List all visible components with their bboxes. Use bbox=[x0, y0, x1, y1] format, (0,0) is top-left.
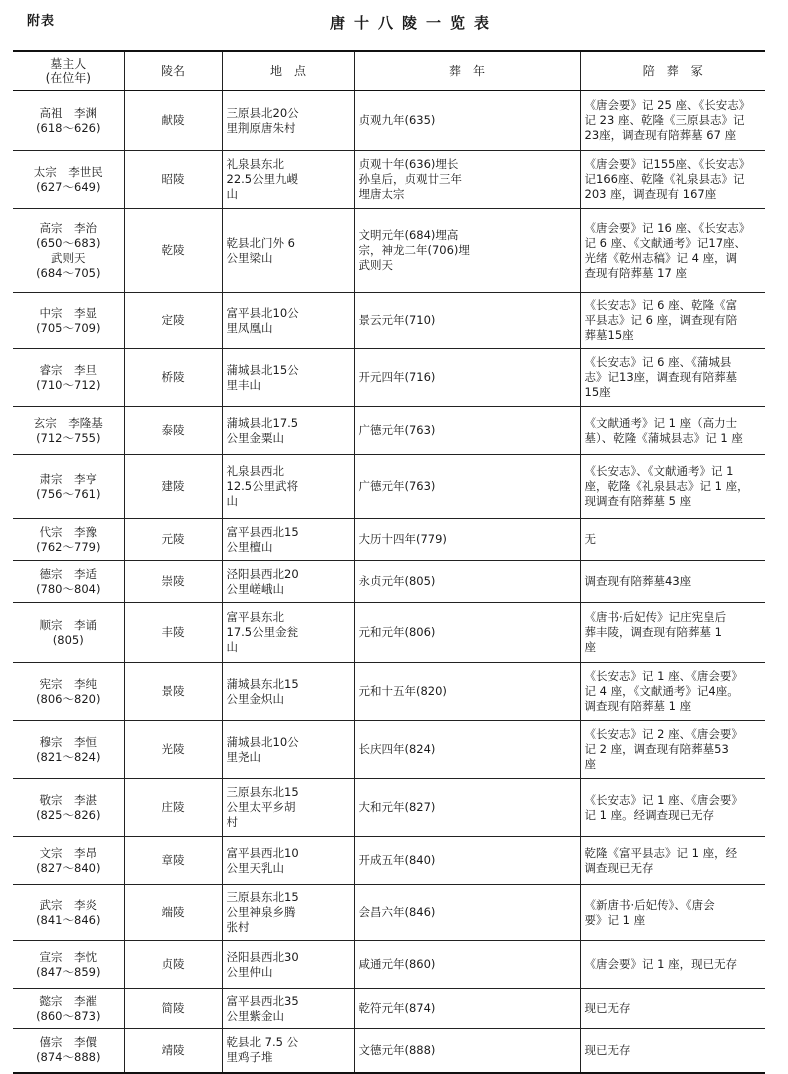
attendant-tombs-line: 记166座、乾隆《礼泉县志》记 bbox=[584, 172, 745, 186]
location-line: 张村 bbox=[226, 920, 250, 934]
ruler-line: (756～761) bbox=[36, 486, 101, 501]
table-row bbox=[13, 1029, 765, 1073]
location-cell bbox=[222, 455, 354, 519]
tomb-name-cell: 庄陵 bbox=[124, 779, 222, 837]
burial-year-line: 长庆四年(824) bbox=[358, 742, 436, 756]
ruler-line: 德宗 李适 bbox=[39, 566, 97, 581]
table-row bbox=[13, 455, 765, 519]
tomb-name-cell: 景陵 bbox=[124, 663, 222, 721]
ruler-cell bbox=[13, 519, 124, 561]
table-row bbox=[13, 209, 765, 293]
attendant-tombs-line: 《长安志》记 6 座、《蒲城县 bbox=[584, 355, 732, 369]
location-line: 22.5公里九嵕 bbox=[226, 172, 299, 186]
burial-year-cell bbox=[354, 209, 580, 293]
location-cell bbox=[222, 519, 354, 561]
burial-year-cell bbox=[354, 151, 580, 209]
attendant-tombs-line: 《新唐书·后妃传》、《唐会 bbox=[584, 897, 715, 912]
attendant-tombs-cell bbox=[580, 885, 765, 941]
attendant-tombs-line: 《长安志》记 6 座、乾隆《富 bbox=[584, 298, 738, 312]
location-line: 富平县西北35 bbox=[226, 993, 299, 1008]
attendant-tombs-line: 葬丰陵，调查现有陪葬墓 1 bbox=[584, 625, 722, 639]
ruler-cell bbox=[13, 885, 124, 941]
attendant-tombs-line: 调查现有陪葬墓 1 座 bbox=[584, 699, 692, 713]
ruler-line: 顺宗 李诵 bbox=[39, 617, 97, 632]
burial-year-cell bbox=[354, 561, 580, 603]
location-line: 礼泉县东北 bbox=[226, 157, 284, 171]
ruler-line: (712～755) bbox=[36, 430, 101, 445]
ruler-line: 代宗 李豫 bbox=[39, 524, 97, 539]
table-row bbox=[13, 151, 765, 209]
attendant-tombs-line: 志》记13座，调查现有陪葬墓 bbox=[584, 370, 738, 384]
attendant-tombs-line: 记 2 座，调查现有陪葬墓53 bbox=[584, 742, 729, 756]
table-row bbox=[13, 407, 765, 455]
tomb-name-cell: 桥陵 bbox=[124, 349, 222, 407]
table-row bbox=[13, 293, 765, 349]
burial-year-line: 元和十五年(820) bbox=[358, 684, 447, 698]
attendant-tombs-line: 《长安志》记 2 座、《唐会要》 bbox=[584, 727, 743, 741]
attendant-tombs-line: 座，乾隆《礼泉县志》记 1 座， bbox=[584, 479, 749, 493]
ruler-line: 肃宗 李亨 bbox=[39, 471, 97, 486]
ruler-line: 高宗 李治 bbox=[39, 220, 97, 235]
attendant-tombs-line: 《长安志》、《文献通考》记 1 bbox=[584, 464, 734, 478]
burial-year-line: 埋唐太宗 bbox=[358, 187, 405, 201]
burial-year-cell bbox=[354, 293, 580, 349]
location-line: 山 bbox=[226, 187, 238, 201]
table-row bbox=[13, 885, 765, 941]
ruler-line: (684～705) bbox=[36, 265, 101, 280]
burial-year-cell bbox=[354, 407, 580, 455]
location-cell bbox=[222, 721, 354, 779]
location-line: 公里金粟山 bbox=[226, 430, 284, 445]
attendant-tombs-cell bbox=[580, 91, 765, 151]
page-header bbox=[0, 0, 788, 46]
tang-mausoleums-table bbox=[13, 50, 765, 1074]
location-line: 里荆原唐朱村 bbox=[226, 120, 296, 135]
location-line: 富平县西北15 bbox=[226, 524, 299, 539]
burial-year-line: 乾符元年(874) bbox=[358, 1001, 436, 1015]
burial-year-line: 咸通元年(860) bbox=[358, 957, 436, 971]
attendant-tombs-line: 光绪《乾州志稿》记 4 座，调 bbox=[584, 250, 738, 265]
table-row bbox=[13, 663, 765, 721]
burial-year-line: 贞观十年(636)埋长 bbox=[358, 157, 459, 171]
location-line: 12.5公里武将 bbox=[226, 479, 299, 493]
burial-year-line: 广德元年(763) bbox=[358, 479, 436, 493]
location-line: 公里紫金山 bbox=[226, 1008, 284, 1023]
ruler-line: (650～683) bbox=[36, 235, 101, 250]
attendant-tombs-line: 调查现有陪葬墓43座 bbox=[584, 574, 692, 588]
burial-year-cell bbox=[354, 721, 580, 779]
tomb-name-cell: 章陵 bbox=[124, 837, 222, 885]
ruler-line: 僖宗 李儇 bbox=[39, 1035, 97, 1050]
location-line: 乾县北门外 6 bbox=[226, 235, 295, 250]
location-line: 蒲城县北10公 bbox=[226, 734, 299, 749]
location-cell bbox=[222, 885, 354, 941]
column-header-tomb: 陵名 bbox=[124, 51, 222, 91]
ruler-cell bbox=[13, 91, 124, 151]
burial-year-line: 孙皇后，贞观廿三年 bbox=[358, 172, 462, 186]
ruler-cell bbox=[13, 779, 124, 837]
location-cell bbox=[222, 779, 354, 837]
tomb-name-cell: 定陵 bbox=[124, 293, 222, 349]
table-row bbox=[13, 349, 765, 407]
tomb-name-cell: 贞陵 bbox=[124, 941, 222, 989]
location-line: 公里太平乡胡 bbox=[226, 800, 296, 814]
burial-year-cell bbox=[354, 941, 580, 989]
attendant-tombs-line: 记 1 座。经调查现已无存 bbox=[584, 807, 715, 822]
burial-year-line: 贞观九年(635) bbox=[358, 113, 436, 127]
ruler-line: 太宗 李世民 bbox=[33, 164, 103, 179]
attendant-tombs-line: 现已无存 bbox=[584, 1042, 631, 1057]
ruler-line: 玄宗 李隆基 bbox=[33, 415, 103, 430]
ruler-cell bbox=[13, 663, 124, 721]
page-title: 唐十八陵一览表 bbox=[329, 14, 498, 32]
burial-year-cell bbox=[354, 779, 580, 837]
location-line: 蒲城县东北15 bbox=[226, 676, 299, 691]
burial-year-line: 会昌六年(846) bbox=[358, 905, 436, 919]
location-cell bbox=[222, 941, 354, 989]
location-line: 公里仲山 bbox=[226, 964, 273, 979]
table-row bbox=[13, 779, 765, 837]
burial-year-line: 元和元年(806) bbox=[358, 625, 436, 639]
ruler-cell bbox=[13, 293, 124, 349]
attendant-tombs-cell bbox=[580, 989, 765, 1029]
location-line: 公里檀山 bbox=[226, 539, 273, 554]
attendant-tombs-line: 《唐会要》记155座、《长安志》 bbox=[584, 157, 751, 171]
burial-year-line: 广德元年(763) bbox=[358, 423, 436, 437]
location-line: 泾阳县西北20 bbox=[226, 566, 299, 581]
burial-year-line: 文明元年(684)埋高 bbox=[358, 228, 459, 242]
burial-year-cell bbox=[354, 519, 580, 561]
location-line: 公里嵯峨山 bbox=[226, 581, 284, 596]
tomb-name-cell: 泰陵 bbox=[124, 407, 222, 455]
location-line: 富平县西北10 bbox=[226, 845, 299, 860]
attendant-tombs-cell bbox=[580, 1029, 765, 1073]
ruler-line: (874～888) bbox=[36, 1050, 101, 1065]
ruler-line: 敬宗 李湛 bbox=[39, 792, 97, 807]
ruler-line: (805) bbox=[52, 632, 84, 647]
table-row bbox=[13, 561, 765, 603]
location-line: 蒲城县北17.5 bbox=[226, 415, 299, 430]
location-line: 乾县北 7.5 公 bbox=[226, 1035, 299, 1050]
attendant-tombs-line: 座 bbox=[584, 757, 596, 771]
attendant-tombs-line: 《唐会要》记 25 座、《长安志》 bbox=[584, 98, 751, 112]
location-cell bbox=[222, 151, 354, 209]
tomb-name-cell: 献陵 bbox=[124, 91, 222, 151]
attendant-tombs-line: 现已无存 bbox=[584, 1001, 631, 1015]
attendant-tombs-cell bbox=[580, 519, 765, 561]
attendant-tombs-cell bbox=[580, 407, 765, 455]
location-line: 公里梁山 bbox=[226, 250, 273, 265]
location-line: 富平县东北 bbox=[226, 610, 284, 624]
burial-year-cell bbox=[354, 989, 580, 1029]
location-line: 公里天乳山 bbox=[226, 860, 284, 875]
location-line: 山 bbox=[226, 640, 238, 654]
attendant-tombs-cell bbox=[580, 721, 765, 779]
tomb-name-cell: 建陵 bbox=[124, 455, 222, 519]
tomb-name-cell: 乾陵 bbox=[124, 209, 222, 293]
burial-year-line: 文德元年(888) bbox=[358, 1042, 436, 1057]
ruler-line: 文宗 李昂 bbox=[39, 845, 97, 860]
ruler-line: (627～649) bbox=[36, 179, 101, 194]
attendant-tombs-cell bbox=[580, 151, 765, 209]
table-row bbox=[13, 603, 765, 663]
location-line: 17.5公里金瓮 bbox=[226, 625, 299, 639]
location-line: 里尧山 bbox=[226, 749, 261, 764]
location-line: 公里金炽山 bbox=[226, 691, 284, 706]
ruler-line: 宪宗 李纯 bbox=[39, 676, 97, 691]
location-line: 村 bbox=[226, 815, 238, 829]
location-line: 里丰山 bbox=[226, 377, 261, 392]
burial-year-cell bbox=[354, 455, 580, 519]
ruler-cell bbox=[13, 349, 124, 407]
attendant-tombs-cell bbox=[580, 837, 765, 885]
ruler-cell bbox=[13, 1029, 124, 1073]
location-cell bbox=[222, 209, 354, 293]
appendix-label: 附表 bbox=[27, 14, 56, 29]
burial-year-line: 开成五年(840) bbox=[358, 853, 436, 867]
attendant-tombs-line: 调查现已无存 bbox=[584, 860, 654, 875]
location-line: 蒲城县北15公 bbox=[226, 362, 299, 377]
ruler-line: 武则天 bbox=[51, 250, 86, 265]
table-row bbox=[13, 91, 765, 151]
attendant-tombs-cell bbox=[580, 663, 765, 721]
ruler-line: 睿宗 李旦 bbox=[39, 362, 97, 377]
location-cell bbox=[222, 349, 354, 407]
ruler-line: 中宗 李显 bbox=[39, 305, 97, 320]
location-cell bbox=[222, 837, 354, 885]
ruler-cell bbox=[13, 561, 124, 603]
ruler-cell bbox=[13, 941, 124, 989]
attendant-tombs-cell bbox=[580, 941, 765, 989]
attendant-tombs-line: 墓）、乾隆《蒲城县志》记 1 座 bbox=[584, 430, 743, 445]
ruler-line: 宣宗 李忱 bbox=[39, 949, 97, 964]
location-cell bbox=[222, 663, 354, 721]
burial-year-cell bbox=[354, 1029, 580, 1073]
attendant-tombs-line: 203 座，调查现有 167座 bbox=[584, 187, 717, 201]
attendant-tombs-line: 《唐书·后妃传》记庄宪皇后 bbox=[584, 610, 727, 624]
burial-year-cell bbox=[354, 663, 580, 721]
location-line: 公里神泉乡腾 bbox=[226, 905, 296, 919]
location-cell bbox=[222, 603, 354, 663]
location-cell bbox=[222, 91, 354, 151]
ruler-cell bbox=[13, 837, 124, 885]
ruler-line: (827～840) bbox=[36, 860, 101, 875]
attendant-tombs-cell bbox=[580, 561, 765, 603]
location-line: 山 bbox=[226, 494, 238, 508]
ruler-line: (821～824) bbox=[36, 749, 101, 764]
ruler-line: 穆宗 李恒 bbox=[39, 734, 97, 749]
burial-year-line: 武则天 bbox=[358, 258, 393, 272]
location-line: 三原县北20公 bbox=[226, 105, 299, 120]
table-row bbox=[13, 519, 765, 561]
attendant-tombs-line: 记 6 座、《文献通考》记17座、 bbox=[584, 235, 747, 250]
ruler-line: 武宗 李炎 bbox=[39, 897, 97, 912]
attendant-tombs-cell bbox=[580, 349, 765, 407]
location-line: 礼泉县西北 bbox=[226, 464, 284, 478]
burial-year-cell bbox=[354, 603, 580, 663]
attendant-tombs-line: 23座，调查现有陪葬墓 67 座 bbox=[584, 128, 737, 142]
attendant-tombs-line: 15座 bbox=[584, 385, 611, 399]
ruler-line: (860～873) bbox=[36, 1008, 101, 1023]
ruler-cell bbox=[13, 407, 124, 455]
location-line: 三原县东北15 bbox=[226, 785, 299, 799]
location-line: 里凤凰山 bbox=[226, 320, 273, 335]
attendant-tombs-line: 《唐会要》记 16 座、《长安志》 bbox=[584, 220, 751, 235]
table-row bbox=[13, 989, 765, 1029]
location-line: 泾阳县西北30 bbox=[226, 949, 299, 964]
attendant-tombs-line: 《文献通考》记 1 座（高力士 bbox=[584, 415, 738, 430]
burial-year-line: 景云元年(710) bbox=[358, 313, 436, 327]
table-row bbox=[13, 721, 765, 779]
table-row bbox=[13, 837, 765, 885]
location-cell bbox=[222, 989, 354, 1029]
location-cell bbox=[222, 293, 354, 349]
column-header-ruler: 墓主人 (在位年) bbox=[13, 51, 124, 91]
burial-year-line: 大和元年(827) bbox=[358, 800, 436, 814]
attendant-tombs-line: 葬墓15座 bbox=[584, 328, 634, 342]
attendant-tombs-line: 平县志》记 6 座，调查现有陪 bbox=[584, 313, 738, 327]
column-header-attendant: 陪 葬 冢 bbox=[580, 51, 765, 91]
burial-year-line: 大历十四年(779) bbox=[358, 532, 447, 546]
attendant-tombs-line: 记 4 座，《文献通考》记4座。 bbox=[584, 684, 739, 698]
location-cell bbox=[222, 407, 354, 455]
attendant-tombs-cell bbox=[580, 209, 765, 293]
ruler-cell bbox=[13, 209, 124, 293]
ruler-line: (710～712) bbox=[36, 377, 101, 392]
tomb-name-cell: 崇陵 bbox=[124, 561, 222, 603]
attendant-tombs-cell bbox=[580, 779, 765, 837]
tomb-name-cell: 元陵 bbox=[124, 519, 222, 561]
attendant-tombs-line: 现调查有陪葬墓 5 座 bbox=[584, 494, 692, 508]
burial-year-cell bbox=[354, 837, 580, 885]
location-cell bbox=[222, 561, 354, 603]
attendant-tombs-line: 无 bbox=[584, 532, 596, 546]
burial-year-line: 开元四年(716) bbox=[358, 370, 436, 384]
burial-year-cell bbox=[354, 885, 580, 941]
tomb-name-cell: 简陵 bbox=[124, 989, 222, 1029]
ruler-line: (847～859) bbox=[36, 964, 101, 979]
ruler-line: (618～626) bbox=[36, 120, 101, 135]
attendant-tombs-line: 记 23 座、乾隆《三原县志》记 bbox=[584, 113, 745, 127]
ruler-line: 高祖 李渊 bbox=[39, 105, 97, 120]
attendant-tombs-cell bbox=[580, 455, 765, 519]
ruler-line: (825～826) bbox=[36, 807, 101, 822]
table-header-row bbox=[13, 51, 765, 91]
attendant-tombs-line: 《长安志》记 1 座、《唐会要》 bbox=[584, 792, 743, 807]
burial-year-line: 永贞元年(805) bbox=[358, 574, 436, 588]
tomb-name-cell: 靖陵 bbox=[124, 1029, 222, 1073]
ruler-line: (780～804) bbox=[36, 581, 101, 596]
ruler-cell bbox=[13, 151, 124, 209]
ruler-cell bbox=[13, 455, 124, 519]
attendant-tombs-line: 查现有陪葬墓 17 座 bbox=[584, 265, 687, 280]
attendant-tombs-line: 乾隆《富平县志》记 1 座，经 bbox=[584, 845, 738, 860]
burial-year-cell bbox=[354, 91, 580, 151]
burial-year-cell bbox=[354, 349, 580, 407]
column-header-location: 地 点 bbox=[222, 51, 354, 91]
ruler-cell bbox=[13, 603, 124, 663]
tomb-name-cell: 昭陵 bbox=[124, 151, 222, 209]
ruler-line: (705～709) bbox=[36, 320, 101, 335]
burial-year-line: 宗，神龙二年(706)埋 bbox=[358, 243, 470, 257]
column-header-burial: 葬 年 bbox=[354, 51, 580, 91]
location-line: 富平县北10公 bbox=[226, 305, 299, 320]
tomb-name-cell: 端陵 bbox=[124, 885, 222, 941]
ruler-line: (806～820) bbox=[36, 691, 101, 706]
attendant-tombs-line: 座 bbox=[584, 640, 596, 654]
ruler-line: (841～846) bbox=[36, 912, 101, 927]
attendant-tombs-line: 《长安志》记 1 座、《唐会要》 bbox=[584, 669, 743, 683]
ruler-cell bbox=[13, 721, 124, 779]
ruler-line: 懿宗 李漼 bbox=[39, 993, 97, 1008]
location-line: 里鸡子堆 bbox=[226, 1050, 273, 1065]
tomb-name-cell: 光陵 bbox=[124, 721, 222, 779]
attendant-tombs-line: 要》记 1 座 bbox=[584, 912, 646, 927]
ruler-line: (762～779) bbox=[36, 539, 101, 554]
ruler-cell bbox=[13, 989, 124, 1029]
table-row bbox=[13, 941, 765, 989]
attendant-tombs-cell bbox=[580, 603, 765, 663]
location-cell bbox=[222, 1029, 354, 1073]
attendant-tombs-cell bbox=[580, 293, 765, 349]
attendant-tombs-line: 《唐会要》记 1 座，现已无存 bbox=[584, 957, 738, 971]
tomb-name-cell: 丰陵 bbox=[124, 603, 222, 663]
location-line: 三原县东北15 bbox=[226, 890, 299, 904]
